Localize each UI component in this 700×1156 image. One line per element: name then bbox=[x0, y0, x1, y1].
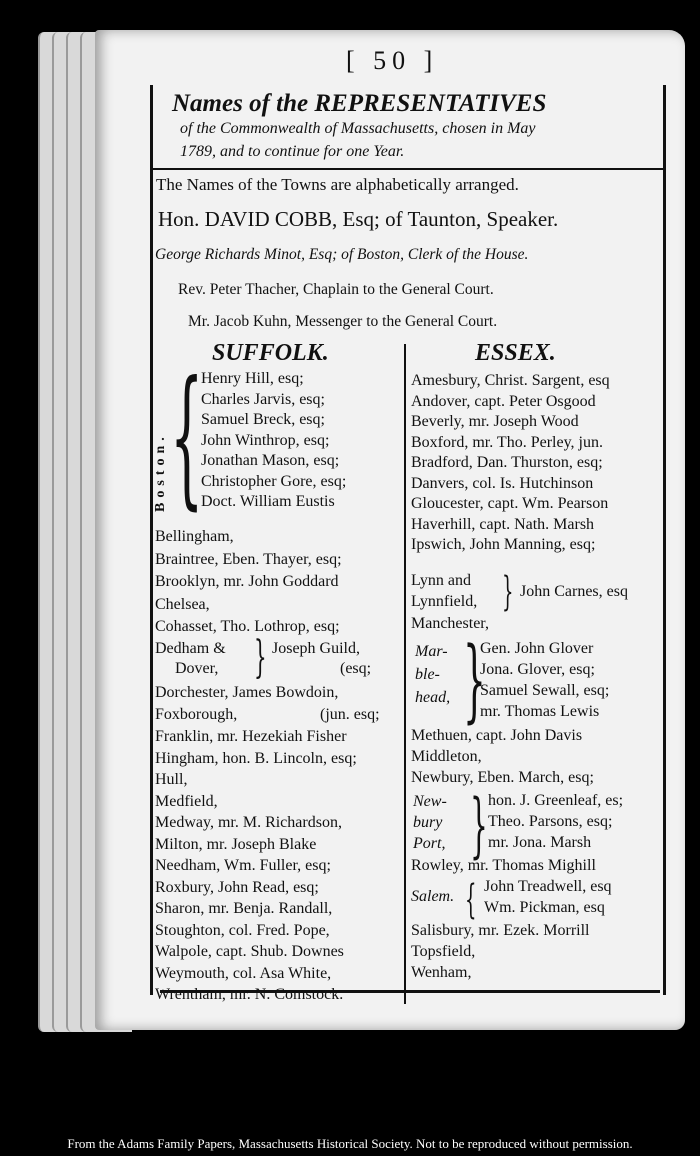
town-entry: Braintree, Eben. Thayer, esq; bbox=[155, 550, 342, 568]
page-number: [ 50 ] bbox=[346, 46, 439, 75]
newburyport-representative: Theo. Parsons, esq; bbox=[488, 813, 613, 830]
town-entry: Gloucester, capt. Wm. Pearson bbox=[411, 495, 609, 512]
marblehead-representative: mr. Thomas Lewis bbox=[480, 703, 600, 720]
suffolk-heading: SUFFOLK. bbox=[212, 340, 329, 366]
town-entry: Haverhill, capt. Nath. Marsh bbox=[411, 515, 595, 533]
town-entry: Bellingham, bbox=[155, 528, 234, 545]
brace-icon: } bbox=[502, 569, 514, 615]
town-entry: Walpole, capt. Shub. Downes bbox=[155, 943, 344, 960]
speaker-line: Hon. DAVID COBB, Esq; of Taunton, Speaker. bbox=[158, 207, 559, 231]
marblehead-label-part: ble- bbox=[415, 666, 440, 683]
newburyport-representative: mr. Jona. Marsh bbox=[488, 834, 592, 851]
newburyport-representative: hon. J. Greenleaf, es; bbox=[488, 792, 624, 809]
boston-representative: Christopher Gore, esq; bbox=[201, 472, 347, 490]
lynn-town-1: Lynn and bbox=[411, 572, 471, 589]
boston-representative: Doct. William Eustis bbox=[201, 493, 335, 510]
marblehead-label-part: head, bbox=[415, 689, 451, 706]
foxborough-town: Foxborough, bbox=[155, 706, 238, 723]
town-entry: Roxbury, John Read, esq; bbox=[155, 878, 319, 896]
town-entry: Cohasset, Tho. Lothrop, esq; bbox=[155, 618, 340, 635]
essex-heading: ESSEX. bbox=[475, 340, 556, 366]
town-entry: Amesbury, Christ. Sargent, esq bbox=[411, 372, 610, 389]
boston-representative: Charles Jarvis, esq; bbox=[201, 390, 325, 408]
title-line-3: 1789, and to continue for one Year. bbox=[180, 143, 405, 160]
footer-note: From the Adams Family Papers, Massachusetts Historical Society. Not to be reproduced without permission. bbox=[67, 1136, 633, 1151]
column-divider bbox=[404, 344, 406, 1004]
town-entry: Methuen, capt. John Davis bbox=[411, 727, 583, 744]
dover-town: Dover, bbox=[175, 660, 219, 677]
marblehead-representative: Samuel Sewall, esq; bbox=[480, 682, 610, 699]
boston-representative: Jonathan Mason, esq; bbox=[201, 452, 340, 469]
dedham-rep-esq: (esq; bbox=[340, 660, 372, 677]
title-line-1: Names of the REPRESENTATIVES bbox=[172, 90, 547, 117]
town-entry: Topsfield, bbox=[411, 943, 476, 960]
town-entry: Stoughton, col. Fred. Pope, bbox=[155, 921, 330, 939]
salem-representative: John Treadwell, esq bbox=[484, 878, 612, 895]
town-entry: Medfield, bbox=[155, 792, 218, 810]
town-entry: Milton, mr. Joseph Blake bbox=[155, 835, 317, 853]
town-entry: Middleton, bbox=[411, 748, 482, 765]
marblehead-representative: Gen. John Glover bbox=[480, 640, 594, 657]
town-entry: Newbury, Eben. March, esq; bbox=[411, 769, 594, 786]
chaplain-line: Rev. Peter Thacher, Chaplain to the General Court. bbox=[178, 281, 494, 298]
newburyport-label-part: New- bbox=[413, 793, 447, 810]
town-entry: Beverly, mr. Joseph Wood bbox=[411, 413, 579, 430]
town-entry: Hingham, hon. B. Lincoln, esq; bbox=[155, 749, 357, 767]
town-entry: Hull, bbox=[155, 771, 188, 788]
town-entry: Sharon, mr. Benja. Randall, bbox=[155, 900, 333, 917]
town-entry: Danvers, col. Is. Hutchinson bbox=[411, 474, 594, 492]
brace-icon: { bbox=[170, 350, 204, 524]
town-entry: Brooklyn, mr. John Goddard bbox=[155, 573, 339, 590]
boston-representative: Henry Hill, esq; bbox=[201, 370, 304, 387]
town-entry: Wrentham, mr. N. Comstock. bbox=[155, 986, 344, 1003]
boston-representative: John Winthrop, esq; bbox=[201, 431, 330, 449]
brace-icon: } bbox=[254, 632, 267, 683]
messenger-line: Mr. Jacob Kuhn, Messenger to the General Court. bbox=[188, 313, 498, 330]
town-entry: Chelsea, bbox=[155, 595, 210, 613]
dedham-town: Dedham & bbox=[155, 640, 226, 657]
arranged-note: The Names of the Towns are alphabetically arranged. bbox=[156, 175, 519, 194]
dedham-rep: Joseph Guild, bbox=[272, 640, 360, 657]
marblehead-label-part: Mar- bbox=[415, 643, 448, 660]
newburyport-label-part: Port, bbox=[413, 835, 446, 852]
town-entry: Needham, Wm. Fuller, esq; bbox=[155, 857, 331, 874]
town-entry: Ipswich, John Manning, esq; bbox=[411, 536, 596, 553]
title-line-2: of the Commonwealth of Massachusetts, chosen in May bbox=[180, 120, 536, 137]
rowley-line: Rowley, mr. Thomas Mighill bbox=[411, 857, 596, 874]
brace-icon: } bbox=[463, 628, 486, 733]
divider bbox=[150, 168, 663, 170]
town-entry: Weymouth, col. Asa White, bbox=[155, 964, 332, 982]
dorchester-line: Dorchester, James Bowdoin, bbox=[155, 684, 339, 701]
manchester-town: Manchester, bbox=[411, 615, 489, 632]
foxborough-rep: (jun. esq; bbox=[320, 706, 380, 723]
town-entry: Wenham, bbox=[411, 964, 472, 981]
brace-icon: } bbox=[470, 784, 488, 866]
salem-representative: Wm. Pickman, esq bbox=[484, 899, 605, 916]
town-entry: Franklin, mr. Hezekiah Fisher bbox=[155, 728, 347, 745]
boston-label: Boston. bbox=[153, 432, 168, 512]
town-entry: Medway, mr. M. Richardson, bbox=[155, 814, 342, 831]
salem-label: Salem. bbox=[411, 888, 455, 905]
boston-representative: Samuel Breck, esq; bbox=[201, 411, 325, 428]
lynn-town-2: Lynnfield, bbox=[411, 593, 478, 610]
town-entry: Andover, capt. Peter Osgood bbox=[411, 392, 596, 410]
town-entry: Salisbury, mr. Ezek. Morrill bbox=[411, 922, 590, 939]
town-entry: Boxford, mr. Tho. Perley, jun. bbox=[411, 433, 603, 451]
town-entry: Bradford, Dan. Thurston, esq; bbox=[411, 454, 603, 471]
brace-icon: { bbox=[465, 877, 477, 923]
newburyport-label-part: bury bbox=[413, 814, 443, 831]
lynn-rep: John Carnes, esq bbox=[520, 583, 628, 600]
clerk-line: George Richards Minot, Esq; of Boston, Clerk of the House. bbox=[155, 246, 529, 263]
marblehead-representative: Jona. Glover, esq; bbox=[480, 661, 595, 678]
